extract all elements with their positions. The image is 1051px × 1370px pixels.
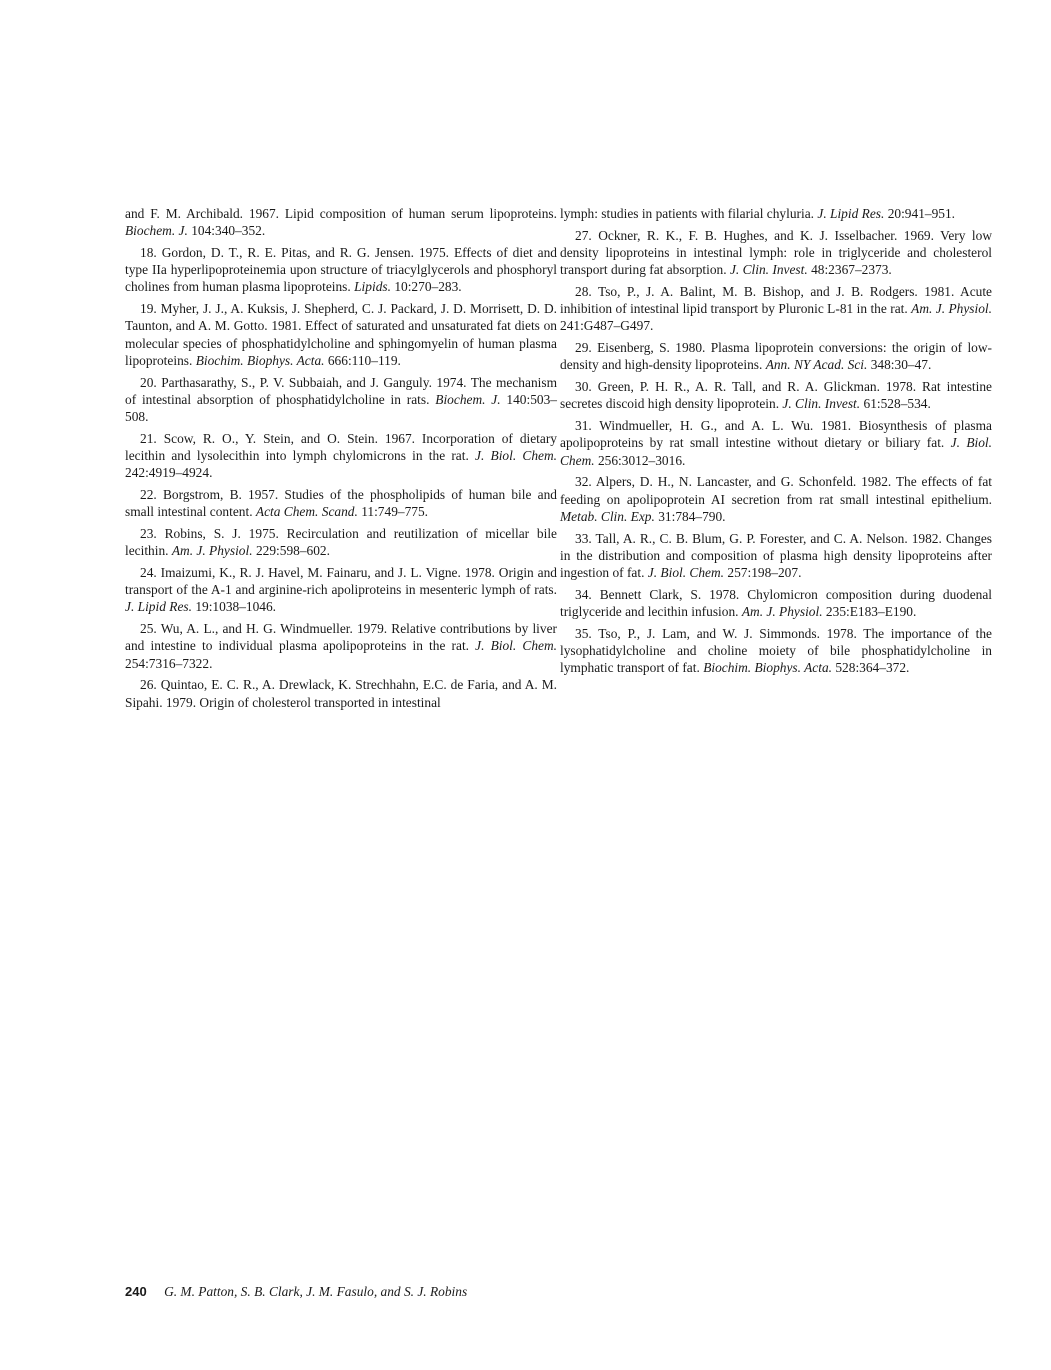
reference-list-right [560,205,992,681]
reference-item: 22. Borgstrom, B. 1957. Studies of the phospholipids of human bile and small intestinal content. Acta Chem. Scand. 11:749–775. [125,487,557,520]
reference-item: 21. Scow, R. O., Y. Stein, and O. Stein. 1967. Incorporation of dietary lecithin and lysolecithin into lymph chylomicrons in the rat. J. Biol. Chem. 242:4919–4924. [125,430,557,481]
reference-item: 19. Myher, J. J., A. Kuksis, J. Shepherd, C. J. Packard, J. D. Morrisett, D. D. Taunton, and A. M. Gotto. 1981. Effect of saturated and unsaturated fat diets on molecular species of phosphatidylcholine and sphingomyelin of human plasma lipoproteins. Biochim. Biophys. Acta. 666:110–119. [125,301,557,368]
reference-item: 34. Bennett Clark, S. 1978. Chylomicron composition during duodenal triglyceride and lecithin infusion. Am. J. Physiol. 235:E183–E190. [560,586,992,620]
page-number: 240 [125,1284,147,1299]
reference-item: lymph: studies in patients with filarial chyluria. J. Lipid Res. 20:941–951. [560,206,956,221]
reference-item: 29. Eisenberg, S. 1980. Plasma lipoprotein conversions: the origin of low-density and high-density lipoproteins. Ann. NY Acad. Sci. 348:30–47. [560,340,992,373]
reference-item: 23. Robins, S. J. 1975. Recirculation and reutilization of micellar bile lecithin. Am. J. Physiol. 229:598–602. [125,526,557,559]
reference-item: 33. Tall, A. R., C. B. Blum, G. P. Forester, and C. A. Nelson. 1982. Changes in the distribution and composition of plasma high density lipoproteins after ingestion of fat. J. Biol. Chem. 257:198–207. [560,530,992,581]
reference-item: 28. Tso, P., J. A. Balint, M. B. Bishop, and J. B. Rodgers. 1981. Acute inhibition of intestinal lipid transport by Pluronic L-81 in the rat. Am. J. Physiol. 241:G487–G497. [560,284,993,334]
page-footer [125,1284,467,1300]
reference-item: 18. Gordon, D. T., R. E. Pitas, and R. G. Jensen. 1975. Effects of diet and type IIa hyperlipoproteinemia upon structure of triacylglycerols and phosphoryl cholines from human plasma lipoproteins. Lipids. 10:270–283. [125,245,557,295]
reference-item: 27. Ockner, R. K., F. B. Hughes, and K. J. Isselbacher. 1969. Very low density lipoproteins in intestinal lymph: role in triglyceride and cholesterol transport during fat absorption. J. Clin. Invest. 48:2367–2373. [560,227,992,278]
reference-item: 31. Windmueller, H. G., and A. L. Wu. 1981. Biosynthesis of plasma apolipoproteins by rat small intestine without dietary or biliary fat. J. Biol. Chem. 256:3012–3016. [560,418,992,468]
reference-item: 32. Alpers, D. H., N. Lancaster, and G. Schonfeld. 1982. The effects of fat feeding on apolipoprotein AI secretion from rat small intestinal epithelium. Metab. Clin. Exp. 31:784–790. [560,474,993,524]
reference-list-left [125,205,557,715]
reference-item: 25. Wu, A. L., and H. G. Windmueller. 1979. Relative contributions by liver and intestine to individual plasma apolipoproteins in the rat. J. Biol. Chem. 254:7316–7322. [125,621,557,671]
reference-item: and F. M. Archibald. 1967. Lipid composition of human serum lipoproteins. Biochem. J. 104:340–352. [125,206,557,239]
reference-item: 30. Green, P. H. R., A. R. Tall, and R. A. Glickman. 1978. Rat intestine secretes discoid high density lipoprotein. J. Clin. Invest. 61:528–534. [560,379,992,412]
reference-item: 35. Tso, P., J. Lam, and W. J. Simmonds. 1978. The importance of the lysophatidylcholine and choline moiety of bile phosphatidylcholine in lymphatic transport of fat. Biochim. Biophys. Acta. 528:364–372. [560,625,992,676]
reference-item: 26. Quintao, E. C. R., A. Drewlack, K. Strechhahn, E.C. de Faria, and A. M. Sipahi. 1979. Origin of cholesterol transported in intestinal [125,677,557,710]
reference-item: 24. Imaizumi, K., R. J. Havel, M. Fainaru, and J. L. Vigne. 1978. Origin and transport of the A-1 and arginine-rich apoliproteins in mesenteric lymph of rats. J. Lipid Res. 19:1038–1046. [125,565,557,615]
running-head-authors: G. M. Patton, S. B. Clark, J. M. Fasulo, and S. J. Robins [164,1284,468,1299]
reference-item: 20. Parthasarathy, S., P. V. Subbaiah, and J. Ganguly. 1974. The mechanism of intestinal absorption of phosphatidylcholine in rats. Biochem. J. 140:503–508. [125,374,557,425]
